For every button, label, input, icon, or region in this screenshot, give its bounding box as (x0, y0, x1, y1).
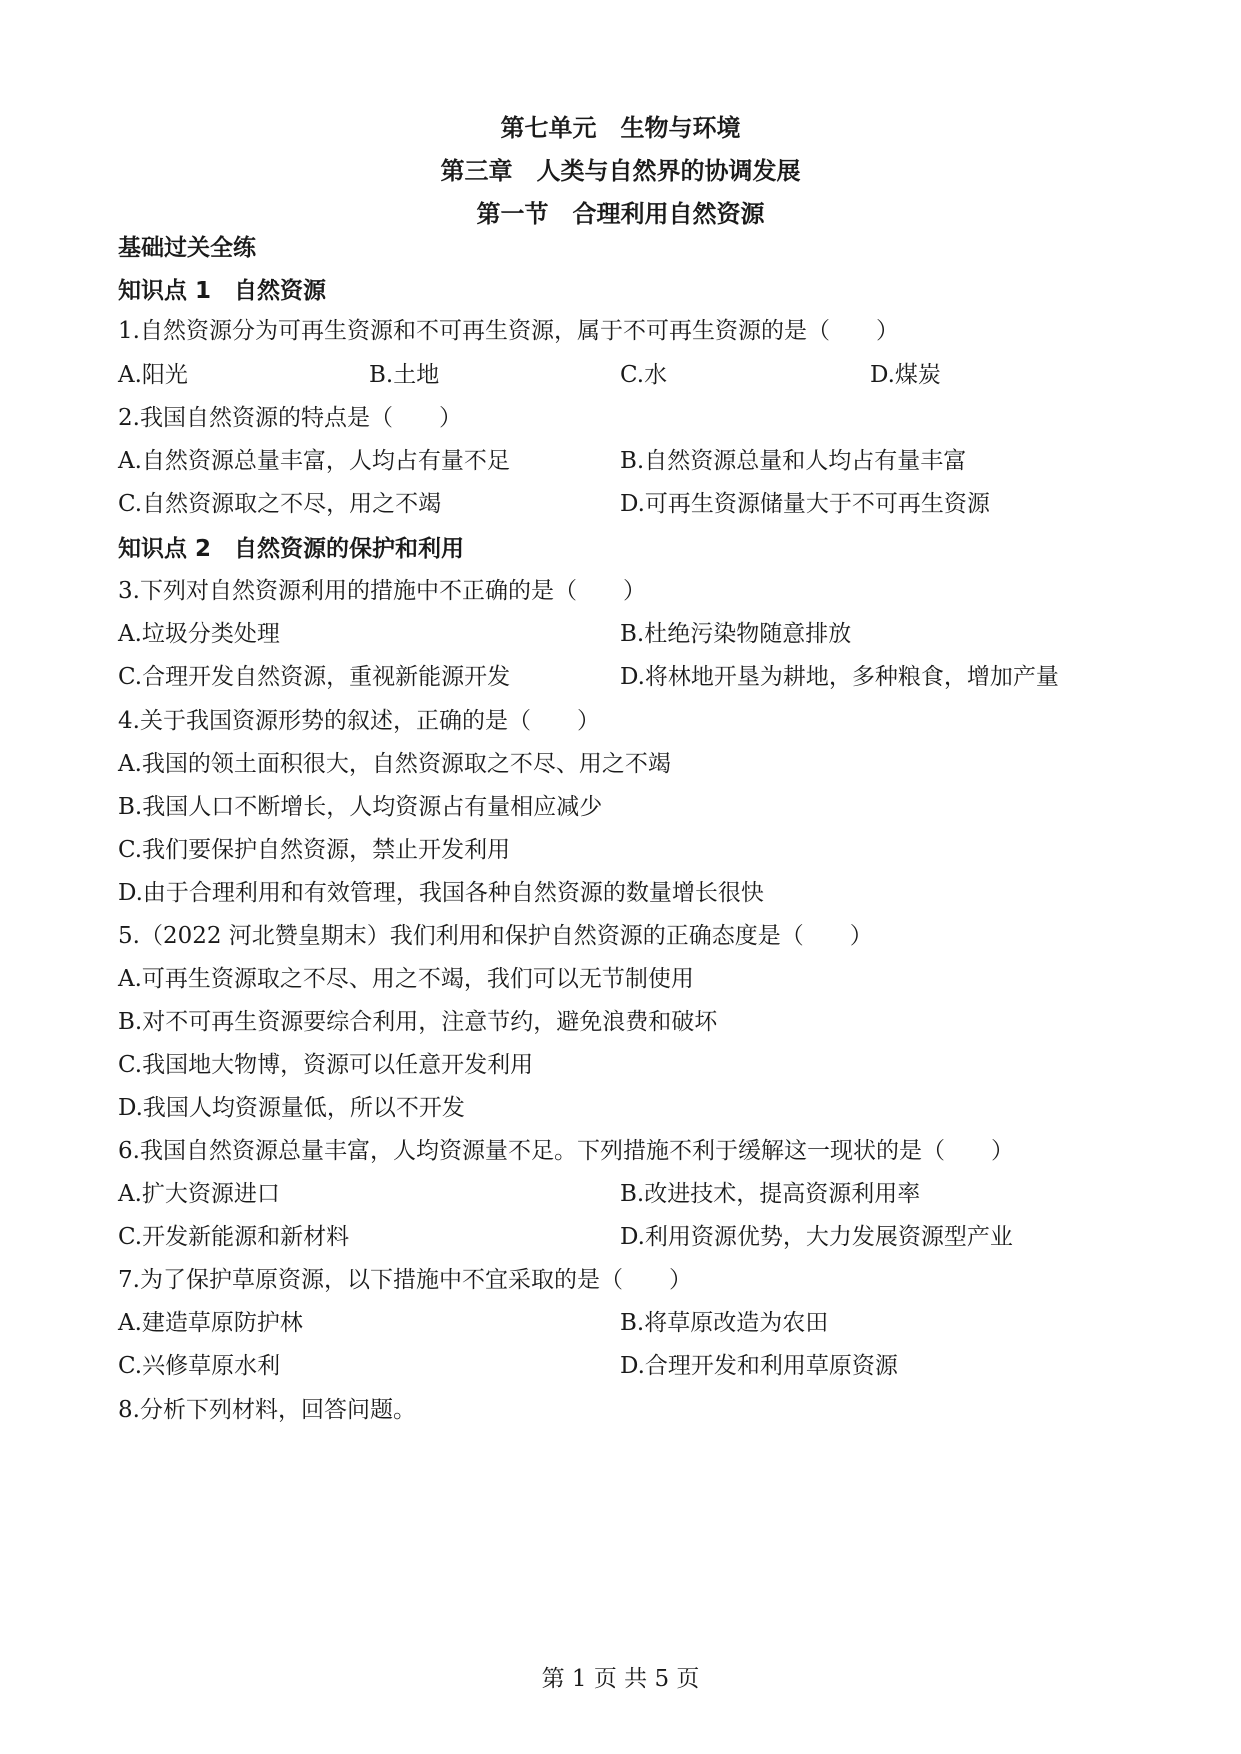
question-5-option-d: D.我国人均资源量低，所以不开发 (118, 1095, 465, 1121)
practice-heading: 基础过关全练 (118, 235, 256, 261)
question-7-option-b: B.将草原改造为农田 (620, 1310, 829, 1336)
unit-title: 第七单元 生物与环境 (500, 114, 741, 142)
question-1-stem: 1.自然资源分为可再生资源和不可再生资源，属于不可再生资源的是（ ） (118, 318, 899, 344)
section-title: 第一节 合理利用自然资源 (476, 200, 765, 228)
question-2-option-a: A.自然资源总量丰富，人均占有量不足 (118, 448, 510, 474)
question-4-option-c: C.我们要保护自然资源，禁止开发利用 (118, 837, 511, 863)
question-2-option-d: D.可再生资源储量大于不可再生资源 (620, 491, 990, 517)
question-5-stem: 5.（2022 河北赞皇期末）我们利用和保护自然资源的正确态度是（ ） (118, 923, 873, 949)
question-7-option-c: C.兴修草原水利 (118, 1353, 281, 1379)
page-footer: 第 1 页 共 5 页 (541, 1666, 700, 1692)
question-1-option-a: A.阳光 (118, 362, 188, 388)
question-6-stem: 6.我国自然资源总量丰富，人均资源量不足。下列措施不利于缓解这一现状的是（ ） (118, 1138, 1014, 1164)
question-1-option-b: B.土地 (369, 362, 440, 388)
question-3-stem: 3.下列对自然资源利用的措施中不正确的是（ ） (118, 578, 646, 604)
question-8-stem: 8.分析下列材料，回答问题。 (118, 1397, 416, 1423)
question-3-option-a: A.垃圾分类处理 (118, 621, 280, 647)
question-1-option-d: D.煤炭 (870, 362, 941, 388)
question-3-option-d: D.将林地开垦为耕地，多种粮食，增加产量 (620, 664, 1059, 690)
question-6-option-c: C.开发新能源和新材料 (118, 1224, 350, 1250)
question-2-option-c: C.自然资源取之不尽，用之不竭 (118, 491, 442, 517)
question-6-option-a: A.扩大资源进口 (118, 1181, 280, 1207)
question-5-option-a: A.可再生资源取之不尽、用之不竭，我们可以无节制使用 (118, 966, 694, 992)
knowledge-point-1-heading: 知识点 1 自然资源 (118, 278, 327, 304)
question-4-option-b: B.我国人口不断增长，人均资源占有量相应减少 (118, 794, 603, 820)
question-7-stem: 7.为了保护草原资源，以下措施中不宜采取的是（ ） (118, 1267, 692, 1293)
question-1-option-c: C.水 (620, 362, 668, 388)
knowledge-point-2-heading: 知识点 2 自然资源的保护和利用 (118, 536, 465, 562)
question-5-option-b: B.对不可再生资源要综合利用，注意节约，避免浪费和破坏 (118, 1009, 718, 1035)
question-3-option-c: C.合理开发自然资源，重视新能源开发 (118, 664, 511, 690)
question-3-option-b: B.杜绝污染物随意排放 (620, 621, 852, 647)
question-7-option-d: D.合理开发和利用草原资源 (620, 1353, 898, 1379)
question-2-option-b: B.自然资源总量和人均占有量丰富 (620, 448, 967, 474)
question-4-option-d: D.由于合理利用和有效管理，我国各种自然资源的数量增长很快 (118, 880, 764, 906)
question-7-option-a: A.建造草原防护林 (118, 1310, 303, 1336)
question-4-option-a: A.我国的领土面积很大，自然资源取之不尽、用之不竭 (118, 751, 671, 777)
question-4-stem: 4.关于我国资源形势的叙述，正确的是（ ） (118, 708, 600, 734)
chapter-title: 第三章 人类与自然界的协调发展 (440, 157, 801, 185)
question-6-option-b: B.改进技术，提高资源利用率 (620, 1181, 921, 1207)
question-5-option-c: C.我国地大物博，资源可以任意开发利用 (118, 1052, 534, 1078)
question-6-option-d: D.利用资源优势，大力发展资源型产业 (620, 1224, 1013, 1250)
question-2-stem: 2.我国自然资源的特点是（ ） (118, 405, 462, 431)
